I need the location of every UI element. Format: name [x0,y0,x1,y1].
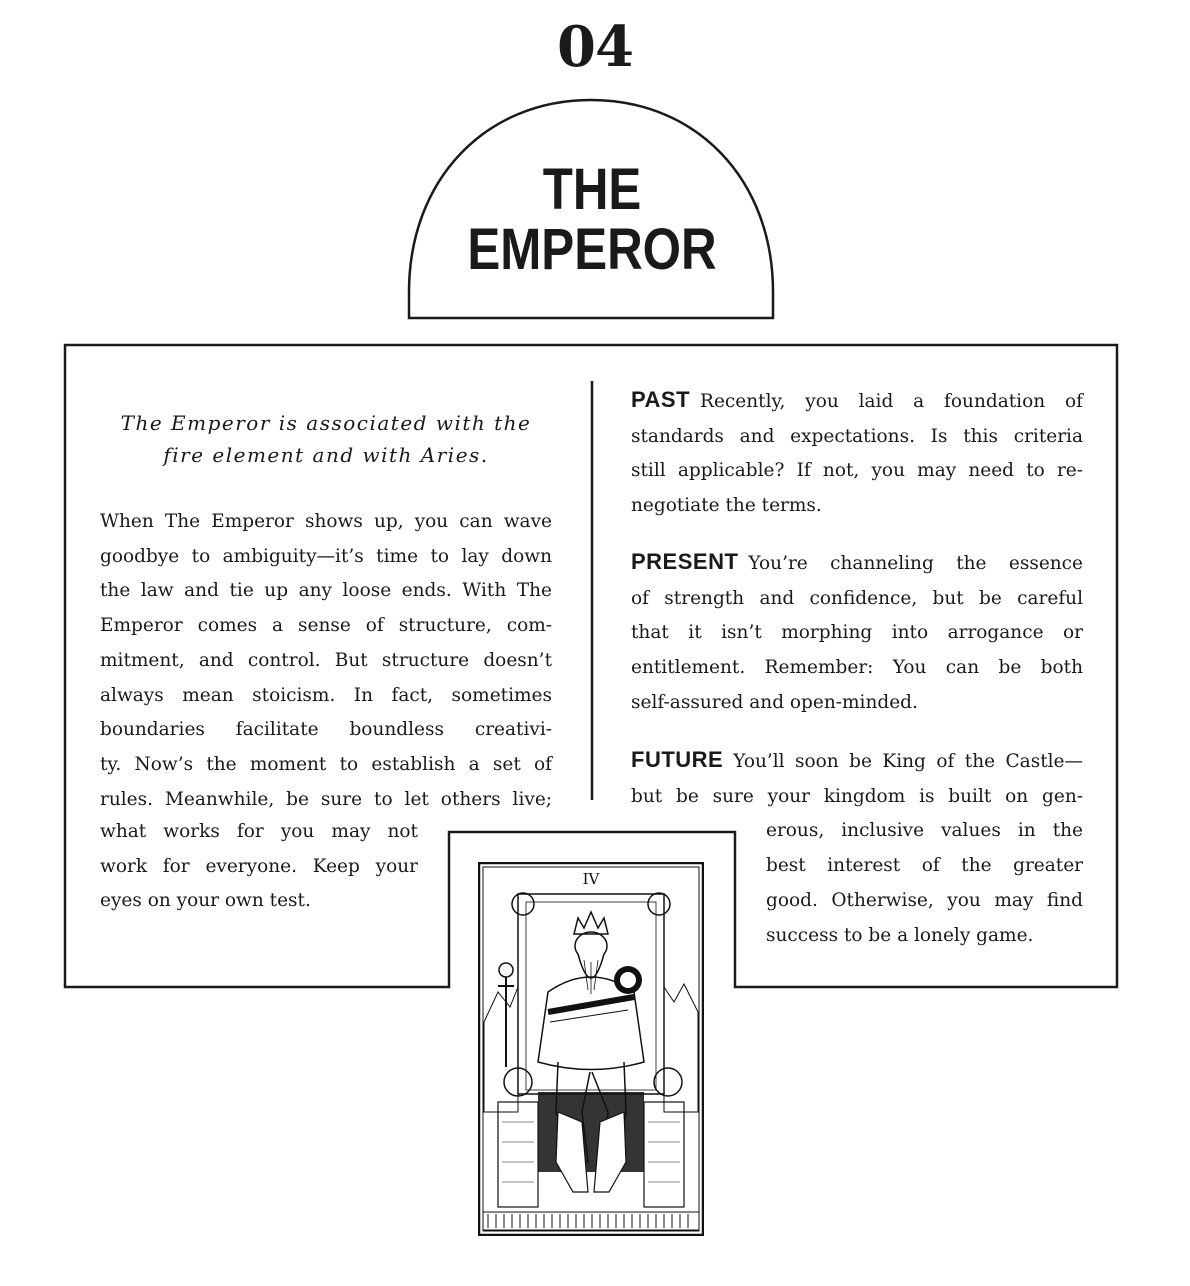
emperor-card-icon [478,862,704,1236]
present-line: that it isn’t morphing into arrogance or [631,622,1083,644]
past-heading: PAST [631,387,691,412]
past-line: Recently, you laid a foundation of [700,391,1083,412]
body-line: goodbye to ambiguity—it’s time to lay down [100,545,552,567]
present-line: self-assured and open-minded. [631,691,918,713]
title-line-2: EMPEROR [467,217,717,282]
past-line: standards and expectations. Is this criteria [631,425,1083,447]
past-line: still applicable? If not, you may need to re- [631,460,1083,482]
future-line: erous, inclusive values in the [766,820,1083,842]
body-line: what works for you may not [100,821,418,842]
body-line: ty. Now’s the moment to establish a set of [100,753,552,775]
card-numeral: IV [582,870,600,888]
body-line: work for everyone. Keep your [100,855,418,877]
body-line: eyes on your own test. [100,890,311,912]
body-paragraph-tail [100,815,418,919]
future-heading: FUTURE [631,747,724,772]
title-line-1: THE [542,157,642,222]
body-line: always mean stoicism. In fact, sometimes [100,684,552,706]
body-line: When The Emperor shows up, you can wave [100,511,552,532]
body-line: rules. Meanwhile, be sure to let others live; [100,788,552,810]
body-line: Emperor comes a sense of structure, com- [100,615,552,637]
past-line: negotiate the terms. [631,495,822,517]
body-line: boundaries facilitate boundless creativi- [100,719,552,741]
future-line: good. Otherwise, you may find [766,889,1083,911]
future-line: best interest of the greater [766,855,1083,877]
page-number: 04 [557,14,633,80]
association-text: The Emperor is associated with the fire element and with Aries. [120,411,532,467]
present-line: of strength and confidence, but be careful [631,587,1083,609]
present-heading: PRESENT [631,549,739,574]
past-section [631,383,1083,524]
body-line: mitment, and control. But structure doesn’t [100,649,552,671]
present-line: entitlement. Remember: You can be both [631,657,1083,679]
future-line: You’ll soon be King of the Castle— [733,751,1083,772]
present-section [631,545,1083,721]
future-line: success to be a lonely game. [766,924,1034,946]
present-line: You’re channeling the essence [748,553,1083,574]
body-line: the law and tie up any loose ends. With The [100,580,552,602]
card-title [437,157,746,282]
body-paragraph [100,505,552,817]
future-line: but be sure your kingdom is built on gen- [631,785,1083,807]
